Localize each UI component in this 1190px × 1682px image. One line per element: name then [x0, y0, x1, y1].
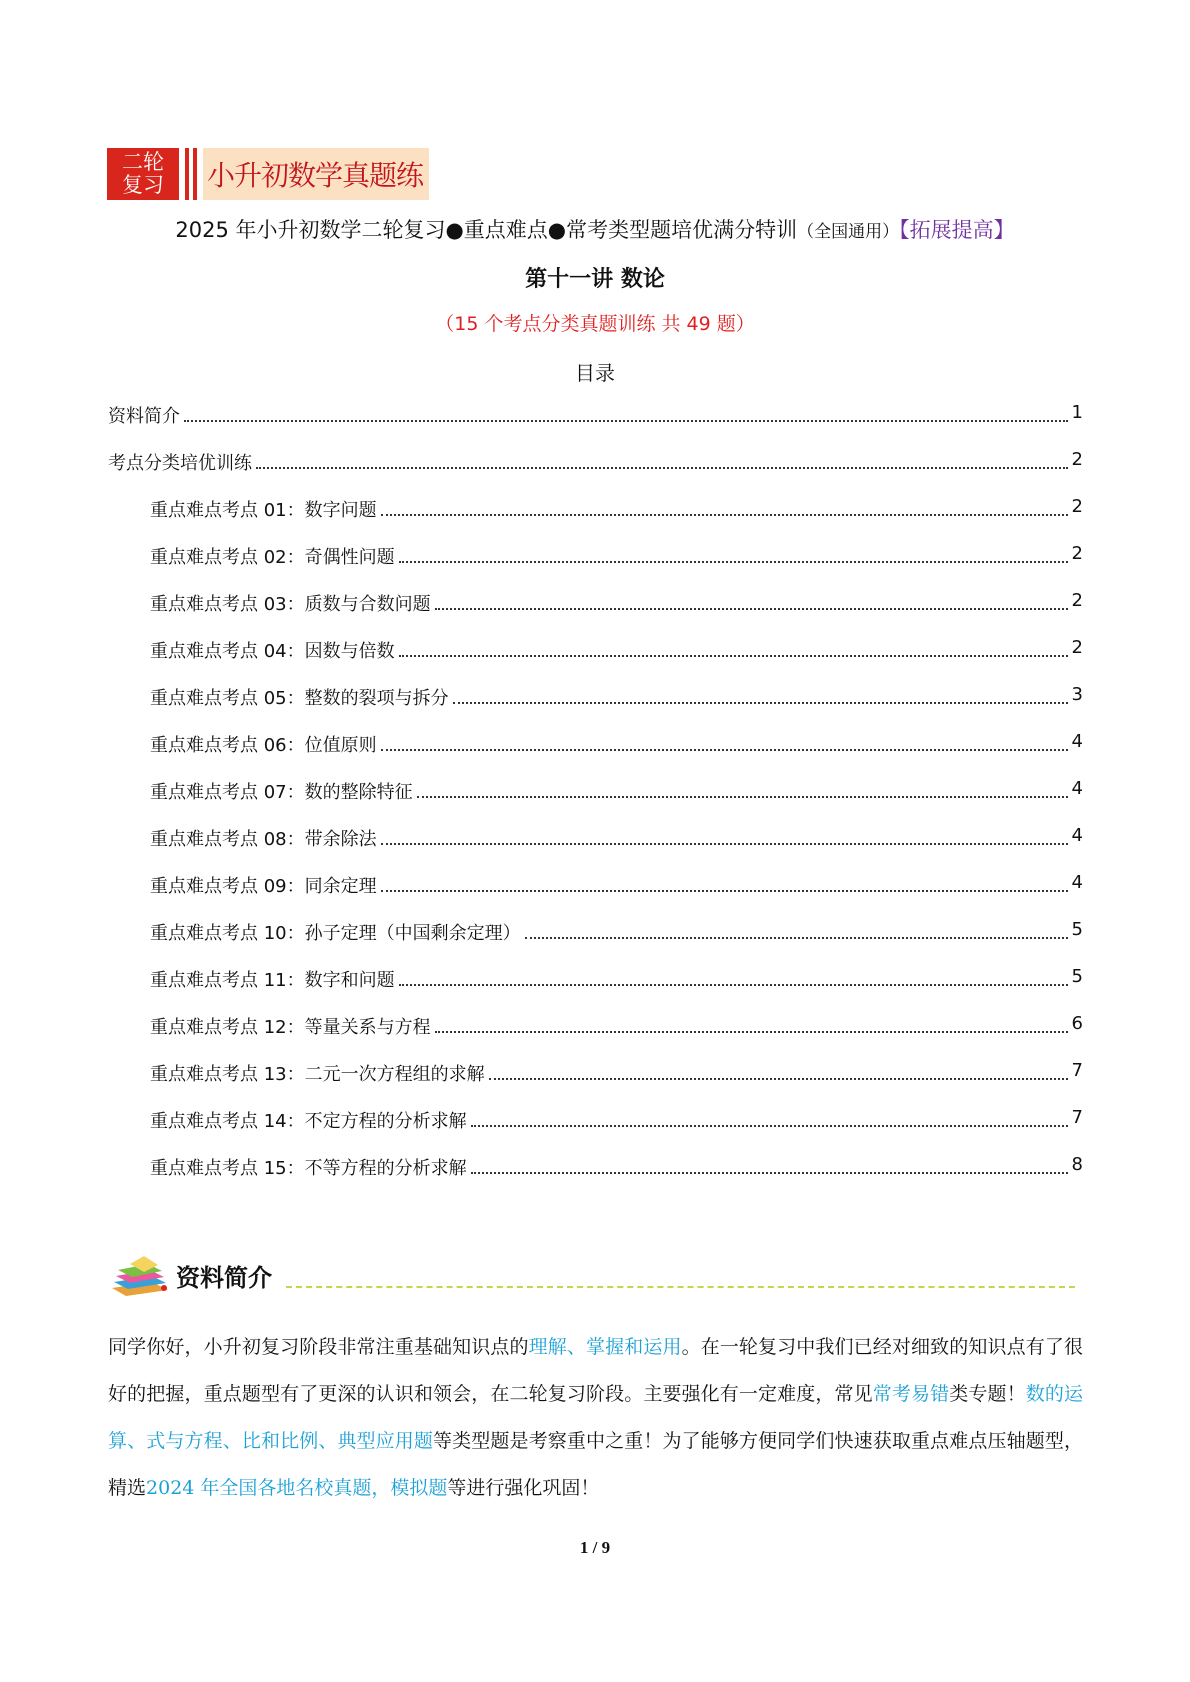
- toc-leader-dots: [489, 1060, 1068, 1080]
- toc-entry-page: 4: [1071, 731, 1083, 752]
- toc-leader-dots: [525, 919, 1068, 939]
- toc-entry[interactable]: [108, 1013, 1083, 1060]
- toc-leader-dots: [399, 637, 1068, 657]
- toc-entry-page: 3: [1071, 684, 1083, 705]
- toc-entry-label: 资料简介: [108, 406, 180, 427]
- intro-highlight: 2024 年全国各地名校真题，模拟题: [146, 1477, 448, 1499]
- document-subtitle: （15 个考点分类真题训练 共 49 题）: [435, 313, 755, 335]
- toc-entry-page: 5: [1071, 966, 1083, 987]
- toc-entry-label: 重点难点考点 11：数字和问题: [150, 970, 395, 991]
- toc-entry-label: 重点难点考点 01：数字问题: [150, 500, 377, 521]
- toc-entry[interactable]: [108, 637, 1083, 684]
- toc-entry-label: 重点难点考点 10：孙子定理（中国剩余定理）: [150, 923, 521, 944]
- toc-leader-dots: [256, 449, 1068, 469]
- toc-entry-page: 7: [1071, 1107, 1083, 1128]
- toc-entry-page: 2: [1071, 637, 1083, 658]
- toc-entry[interactable]: [108, 496, 1083, 543]
- toc-leader-dots: [184, 402, 1068, 422]
- intro-text: 。在一轮复习中我们已经对细致的知识点有了很好的把握，重点题型有了更深的认识和领会，在二轮复习阶段。主要强化有一定难度，常见: [108, 1336, 1083, 1405]
- toc-leader-dots: [381, 872, 1068, 892]
- toc-entry-page: 1: [1071, 402, 1083, 423]
- toc-entry-page: 4: [1071, 872, 1083, 893]
- toc-entry-label: 重点难点考点 12：等量关系与方程: [150, 1017, 431, 1038]
- toc-entry-page: 8: [1071, 1154, 1083, 1175]
- toc-leader-dots: [399, 543, 1068, 563]
- toc-entry-label: 重点难点考点 14：不定方程的分析求解: [150, 1111, 467, 1132]
- toc-leader-dots: [435, 590, 1068, 610]
- banner-title: 小升初数学真题练: [203, 148, 429, 200]
- intro-text: 等类型题是考察重中之重！为了能够方便同学们快速获取重点难点压轴题型，精选: [108, 1430, 1083, 1499]
- section-heading-label: 资料简介: [176, 1264, 272, 1292]
- toc-entry-label: 重点难点考点 09：同余定理: [150, 876, 377, 897]
- toc-entry-label: 重点难点考点 05：整数的裂项与拆分: [150, 688, 449, 709]
- toc-leader-dots: [417, 778, 1068, 798]
- toc-entry-page: 6: [1071, 1013, 1083, 1034]
- page-indicator: 1 / 9: [579, 1538, 611, 1557]
- intro-highlight: 数的运算、式与方程、比和比例、典型应用题: [108, 1383, 1083, 1452]
- document-title: [0, 214, 1190, 244]
- toc-entry[interactable]: [108, 590, 1083, 637]
- toc-entry[interactable]: [108, 543, 1083, 590]
- toc-entry-label: 重点难点考点 15：不等方程的分析求解: [150, 1158, 467, 1179]
- toc-entry-label: 重点难点考点 08：带余除法: [150, 829, 377, 850]
- toc-entry-label: 重点难点考点 06：位值原则: [150, 735, 377, 756]
- toc-entry[interactable]: [108, 402, 1083, 449]
- intro-text: 同学你好，小升初复习阶段非常注重基础知识点的: [108, 1336, 529, 1358]
- header-banner: [107, 148, 429, 200]
- toc-leader-dots: [381, 731, 1068, 751]
- review-tag-line1: 二轮: [122, 150, 164, 174]
- section-divider: [286, 1286, 1075, 1288]
- toc-entry[interactable]: [108, 1107, 1083, 1154]
- toc-entry-page: 5: [1071, 919, 1083, 940]
- toc-leader-dots: [471, 1107, 1068, 1127]
- toc-entry[interactable]: [108, 966, 1083, 1013]
- books-icon: [108, 1252, 176, 1296]
- toc-entry-page: 4: [1071, 825, 1083, 846]
- review-tag-line2: 复习: [122, 173, 164, 197]
- toc-leader-dots: [471, 1154, 1068, 1174]
- document-title-level: 【拓展提高】: [899, 218, 1015, 242]
- toc-entry[interactable]: [108, 825, 1083, 872]
- toc-entry-label: 重点难点考点 07：数的整除特征: [150, 782, 413, 803]
- toc-leader-dots: [435, 1013, 1068, 1033]
- toc-entry[interactable]: [108, 919, 1083, 966]
- intro-text: 等进行强化巩固！: [447, 1477, 600, 1499]
- toc-entry-label: 重点难点考点 02：奇偶性问题: [150, 547, 395, 568]
- intro-text: 类专题！: [949, 1383, 1026, 1405]
- toc-leader-dots: [381, 496, 1068, 516]
- review-tag: [107, 148, 179, 200]
- toc-entry[interactable]: [108, 778, 1083, 825]
- toc-entry-label: 重点难点考点 13：二元一次方程组的求解: [150, 1064, 485, 1085]
- toc-entry-page: 2: [1071, 590, 1083, 611]
- intro-highlight: 常考易错: [872, 1383, 950, 1405]
- toc-leader-dots: [399, 966, 1068, 986]
- toc-entry-label: 重点难点考点 04：因数与倍数: [150, 641, 395, 662]
- toc-entry-page: 4: [1071, 778, 1083, 799]
- table-of-contents: [108, 402, 1083, 1201]
- banner-divider-bars: [179, 148, 203, 200]
- document-title-main: 2025 年小升初数学二轮复习●重点难点●常考类型题培优满分特训: [175, 218, 798, 242]
- toc-entry-page: 2: [1071, 496, 1083, 517]
- toc-entry[interactable]: [108, 1060, 1083, 1107]
- toc-entry[interactable]: [108, 449, 1083, 496]
- toc-entry-page: 2: [1071, 543, 1083, 564]
- toc-entry-page: 7: [1071, 1060, 1083, 1081]
- toc-leader-dots: [453, 684, 1068, 704]
- toc-entry[interactable]: [108, 1154, 1083, 1201]
- intro-highlight: 理解、掌握和运用: [528, 1336, 682, 1358]
- section-heading-intro: [108, 1252, 1075, 1296]
- toc-entry-label: 考点分类培优训练: [108, 453, 252, 474]
- toc-entry-label: 重点难点考点 03：质数与合数问题: [150, 594, 431, 615]
- toc-entry[interactable]: [108, 872, 1083, 919]
- document-title-scope: （全国通用）: [797, 222, 900, 242]
- toc-entry[interactable]: [108, 731, 1083, 778]
- toc-entry[interactable]: [108, 684, 1083, 731]
- lecture-title: 第十一讲 数论: [525, 267, 665, 292]
- toc-heading: 目录: [575, 361, 615, 385]
- toc-entry-page: 2: [1071, 449, 1083, 470]
- toc-leader-dots: [381, 825, 1068, 845]
- intro-paragraph: [108, 1324, 1083, 1512]
